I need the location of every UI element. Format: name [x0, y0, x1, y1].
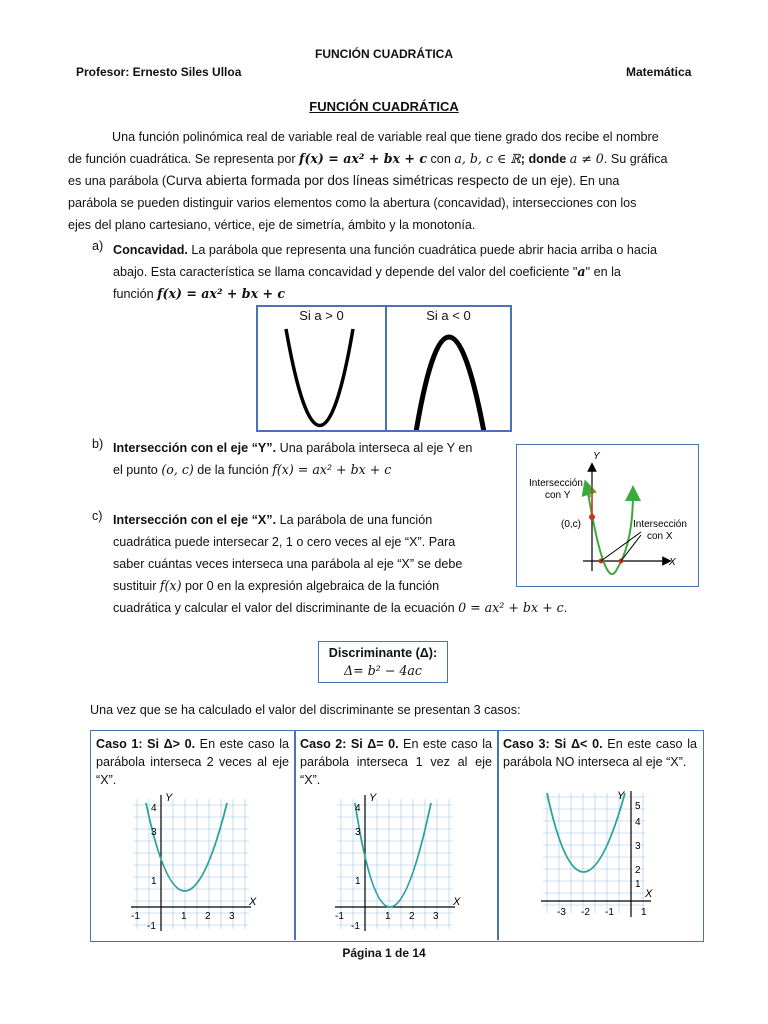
intro-text: de función cuadrática. Se representa por	[68, 152, 300, 166]
graph-3-ytick: 3	[635, 841, 641, 852]
discriminant-formula: Δ= b² − 4ac	[344, 663, 422, 678]
item-c-fx: f(x)	[159, 578, 182, 593]
concave-down-curve	[416, 337, 484, 430]
fig-y-label: Y	[593, 451, 600, 462]
intro-condition: a ≠ 0	[569, 151, 604, 166]
cases-intro: Una vez que se ha calculado el valor del discriminante se presentan 3 casos:	[90, 703, 521, 717]
item-a-title: Concavidad.	[113, 243, 188, 257]
graph-2-xtick: 2	[409, 911, 415, 922]
concavity-figure	[256, 305, 512, 432]
graph-1-xtick: -1	[131, 911, 140, 922]
intersections-figure	[516, 444, 699, 587]
graph-3-ytick: 1	[635, 879, 641, 890]
item-c-line: cuadrática y calcular el valor del discriminante de la ecuación	[113, 601, 459, 615]
item-c-line: La parábola de una función	[276, 513, 433, 527]
graph-1-x-label: X	[249, 896, 257, 908]
graph-2-x-label: X	[453, 896, 461, 908]
graph-3-ytick: 2	[635, 865, 641, 876]
graph-1-ytick: 4	[151, 803, 157, 814]
section-title: FUNCIÓN CUADRÁTICA	[309, 99, 459, 114]
case-1-graph	[123, 789, 263, 937]
intro-paragraph	[68, 126, 700, 236]
case-3-title: Caso 3: Si Δ< 0.	[503, 737, 603, 751]
item-c-equation: 0 = ax² + bx + c	[458, 600, 564, 615]
header-title: FUNCIÓN CUADRÁTICA	[315, 47, 453, 61]
header-teacher: Profesor: Ernesto Siles Ulloa	[76, 65, 242, 79]
intro-coefs: a, b, c ∈ ℝ	[454, 151, 521, 166]
item-c-marker: c)	[92, 509, 103, 523]
graph-1-grid	[133, 799, 249, 929]
graph-2-y-label: Y	[369, 792, 377, 804]
graph-2-ytick: 1	[355, 876, 361, 887]
item-b-formula: f(x) = ax² + bx + c	[272, 462, 392, 477]
item-b-point: (o, c)	[161, 462, 194, 477]
item-c-last-line	[113, 597, 567, 619]
item-c-title: Intersección con el eje “X”.	[113, 513, 277, 527]
item-a-coef: a	[577, 264, 586, 279]
concavity-right-label: Si a < 0	[426, 308, 471, 323]
intro-definition: Curva abierta formada por dos líneas simétricas respecto de un eje	[166, 173, 569, 188]
x-pointer-1	[601, 532, 641, 561]
graph-3-y-label: Y	[617, 790, 625, 802]
cases-table	[90, 730, 704, 942]
item-a-line: " en la	[585, 265, 621, 279]
graph-1-xtick: 3	[229, 911, 235, 922]
item-b-marker: b)	[92, 437, 104, 451]
graph-3-xtick: -3	[557, 907, 566, 918]
intro-text: ). En una	[568, 174, 620, 188]
concave-up-curve	[286, 329, 353, 426]
item-a-marker: a)	[92, 239, 104, 253]
item-a-formula: f(x) = ax² + bx + c	[157, 286, 286, 301]
item-b-text	[113, 437, 493, 481]
item-c-line: por 0 en la expresión algebraica de la función	[181, 579, 440, 593]
item-a-text	[113, 239, 700, 305]
intro-line-5: ejes del plano cartesiano, vértice, eje de simetría, ámbito y la monotonía.	[68, 218, 476, 232]
item-b-line: de la función	[193, 463, 273, 477]
intro-line-1: Una función polinómica real de variable real de variable real que tiene grado dos recibe el nombre	[112, 130, 659, 144]
item-a-line: abajo. Esta característica se llama concavidad y depende del valor del coeficiente "	[113, 265, 578, 279]
graph-2-xtick: 1	[385, 911, 391, 922]
graph-2-ytick: -1	[351, 921, 360, 932]
graph-3-ytick: 5	[635, 801, 641, 812]
fig-int-x-l1: Intersección	[633, 519, 687, 530]
intro-text: . Su gráfica	[603, 152, 668, 166]
case-1-title: Caso 1: Si Δ> 0.	[96, 737, 196, 751]
graph-1-curve	[146, 803, 227, 891]
intro-text: con	[427, 152, 455, 166]
case-3-graph	[537, 789, 667, 925]
intro-text: ; donde	[520, 152, 570, 166]
graph-1-xtick: 1	[181, 911, 187, 922]
graph-1-xtick: 2	[205, 911, 211, 922]
graph-1-y-label: Y	[165, 792, 173, 804]
item-c-text	[113, 509, 505, 597]
item-c-line: sustituir	[113, 579, 160, 593]
graph-2-ytick: 4	[355, 803, 361, 814]
graph-3-xtick: -2	[581, 907, 590, 918]
y-intersection-point	[589, 514, 595, 520]
graph-3-xtick: 1	[641, 907, 647, 918]
fig-x-label: X	[669, 557, 676, 568]
fig-int-x-l2: con X	[647, 531, 673, 542]
case-2-title: Caso 2: Si Δ= 0.	[300, 737, 399, 751]
item-a-line: La parábola que representa una función cuadrática puede abrir hacia arriba o hacia	[187, 243, 657, 257]
intersections-graph	[517, 445, 697, 585]
item-c-line: .	[563, 601, 568, 615]
item-b-line: el punto	[113, 463, 162, 477]
case-3-text	[499, 733, 701, 773]
case-2-graph	[327, 789, 467, 937]
graph-3-ytick: 4	[635, 817, 641, 828]
intro-line-4: parábola se pueden distinguir varios elementos como la abertura (concavidad), intersecciones con los	[68, 196, 637, 210]
graph-2-grid	[337, 799, 453, 929]
concavity-left-label: Si a > 0	[299, 308, 344, 323]
graph-1-ytick: 3	[151, 827, 157, 838]
discriminant-box	[318, 641, 448, 683]
item-a-line: función	[113, 287, 158, 301]
intro-line-3	[68, 170, 700, 192]
concavity-curves	[258, 307, 510, 430]
case-2-desc: En este caso la parábola interseca 1 vez al eje “X”.	[300, 737, 492, 787]
fig-int-y-l1: Intersección	[529, 478, 583, 489]
page-footer: Página 1 de 14	[342, 946, 426, 960]
graph-2-curve	[355, 803, 431, 907]
graph-1-ytick: 1	[151, 876, 157, 887]
discriminant-title: Discriminante (Δ):	[328, 646, 438, 660]
case-1-text	[92, 733, 293, 791]
case-2-text	[296, 733, 496, 791]
fig-int-y-l2: con Y	[545, 490, 571, 501]
graph-2-xtick: -1	[335, 911, 344, 922]
item-c-line: saber cuántas veces interseca una parábola al eje “X” se debe	[113, 557, 463, 571]
graph-2-ytick: 3	[355, 827, 361, 838]
intro-line-2	[68, 148, 700, 170]
graph-3-grid	[543, 793, 645, 913]
item-c-line: cuadrática puede intersecar 2, 1 o cero veces al eje “X”. Para	[113, 535, 456, 549]
intro-text: es una parábola (	[68, 174, 167, 188]
graph-3-x-label: X	[645, 888, 653, 900]
item-b-line: Una parábola interseca al eje Y en	[276, 441, 473, 455]
graph-1-ytick: -1	[147, 921, 156, 932]
graph-3-xtick: -1	[605, 907, 614, 918]
intro-formula: f(x) = ax² + bx + c	[299, 151, 428, 166]
case-1-desc: En este caso la parábola interseca 2 veces al eje “X”.	[96, 737, 289, 787]
item-b-title: Intersección con el eje “Y”.	[113, 441, 277, 455]
case-3-desc: En este caso la parábola NO interseca al eje “X”.	[503, 737, 697, 769]
header-subject: Matemática	[626, 65, 692, 79]
graph-2-xtick: 3	[433, 911, 439, 922]
fig-point-label: (0,c)	[561, 519, 581, 530]
